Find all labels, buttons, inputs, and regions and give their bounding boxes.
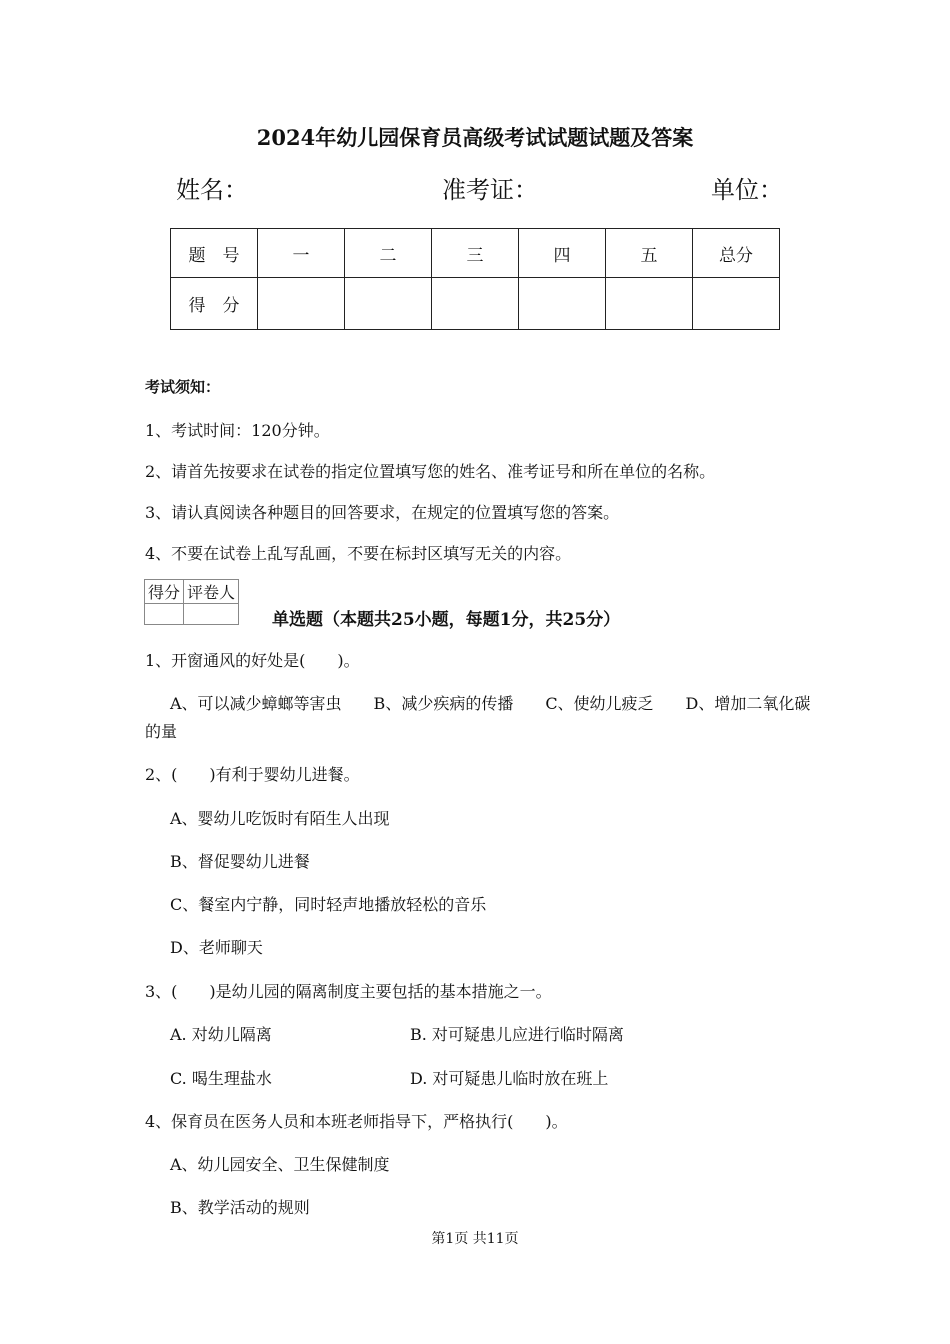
score-header-cell: 四: [519, 229, 606, 278]
option-a: A. 对幼儿隔离: [170, 1025, 272, 1044]
option-a: A、婴幼儿吃饭时有陌生人出现: [170, 809, 390, 828]
unit-field-label: 单位：: [711, 176, 783, 204]
question-stem: 1、开窗通风的好处是( )。: [145, 651, 360, 670]
question-stem: 3、( )是幼儿园的隔离制度主要包括的基本措施之一。: [145, 982, 552, 1001]
score-cell[interactable]: [345, 278, 432, 330]
option-b: B、督促婴幼儿进餐: [170, 852, 310, 871]
score-header-cell: 总分: [693, 229, 780, 278]
score-header-cell: 一: [258, 229, 345, 278]
score-table-header-row: [171, 229, 780, 278]
name-field-label: 姓名：: [176, 176, 248, 204]
option-b: B、教学活动的规则: [170, 1198, 310, 1217]
score-cell[interactable]: [693, 278, 780, 330]
grader-score-label: 得分: [145, 580, 184, 604]
score-cell[interactable]: [258, 278, 345, 330]
question-options-wrap: 的量: [145, 722, 178, 741]
score-header-cell: 二: [345, 229, 432, 278]
score-table-score-row: [171, 278, 780, 330]
option-a: A、幼儿园安全、卫生保健制度: [170, 1155, 390, 1174]
option-b: B. 对可疑患儿应进行临时隔离: [410, 1025, 624, 1044]
exam-number-field-label: 准考证：: [442, 176, 538, 204]
question-options: A、可以减少蟑螂等害虫 B、减少疾病的传播 C、使幼儿疲乏 D、增加二氧化碳: [170, 694, 811, 713]
grader-box: [144, 579, 239, 625]
page-title: 2024年幼儿园保育员高级考试试题试题及答案: [256, 125, 694, 150]
section-title: 单选题（本题共25小题，每题1分，共25分）: [272, 610, 621, 630]
note-item: 1、考试时间：120分钟。: [145, 421, 330, 440]
option-c: C、餐室内宁静，同时轻声地播放轻松的音乐: [170, 895, 487, 914]
score-row-label: 得 分: [171, 278, 258, 330]
question-stem: 2、( )有利于婴幼儿进餐。: [145, 765, 360, 784]
score-header-cell: 五: [606, 229, 693, 278]
score-cell[interactable]: [606, 278, 693, 330]
page-footer: 第1页 共11页: [431, 1231, 519, 1247]
score-header-cell: 三: [432, 229, 519, 278]
note-item: 4、不要在试卷上乱写乱画，不要在标封区填写无关的内容。: [145, 544, 572, 563]
option-d: D、老师聊天: [170, 938, 263, 957]
grader-score-cell[interactable]: [145, 604, 184, 625]
grader-name-label: 评卷人: [184, 580, 239, 604]
note-item: 2、请首先按要求在试卷的指定位置填写您的姓名、准考证号和所在单位的名称。: [145, 462, 716, 481]
score-cell[interactable]: [519, 278, 606, 330]
grader-name-cell[interactable]: [184, 604, 239, 625]
notes-heading: 考试须知：: [145, 378, 221, 396]
option-c: C. 喝生理盐水: [170, 1069, 272, 1088]
score-header-cell: 题 号: [171, 229, 258, 278]
option-d: D. 对可疑患儿临时放在班上: [410, 1069, 609, 1088]
score-cell[interactable]: [432, 278, 519, 330]
score-table: [170, 228, 780, 330]
note-item: 3、请认真阅读各种题目的回答要求，在规定的位置填写您的答案。: [145, 503, 620, 522]
question-stem: 4、保育员在医务人员和本班老师指导下，严格执行( )。: [145, 1112, 568, 1131]
